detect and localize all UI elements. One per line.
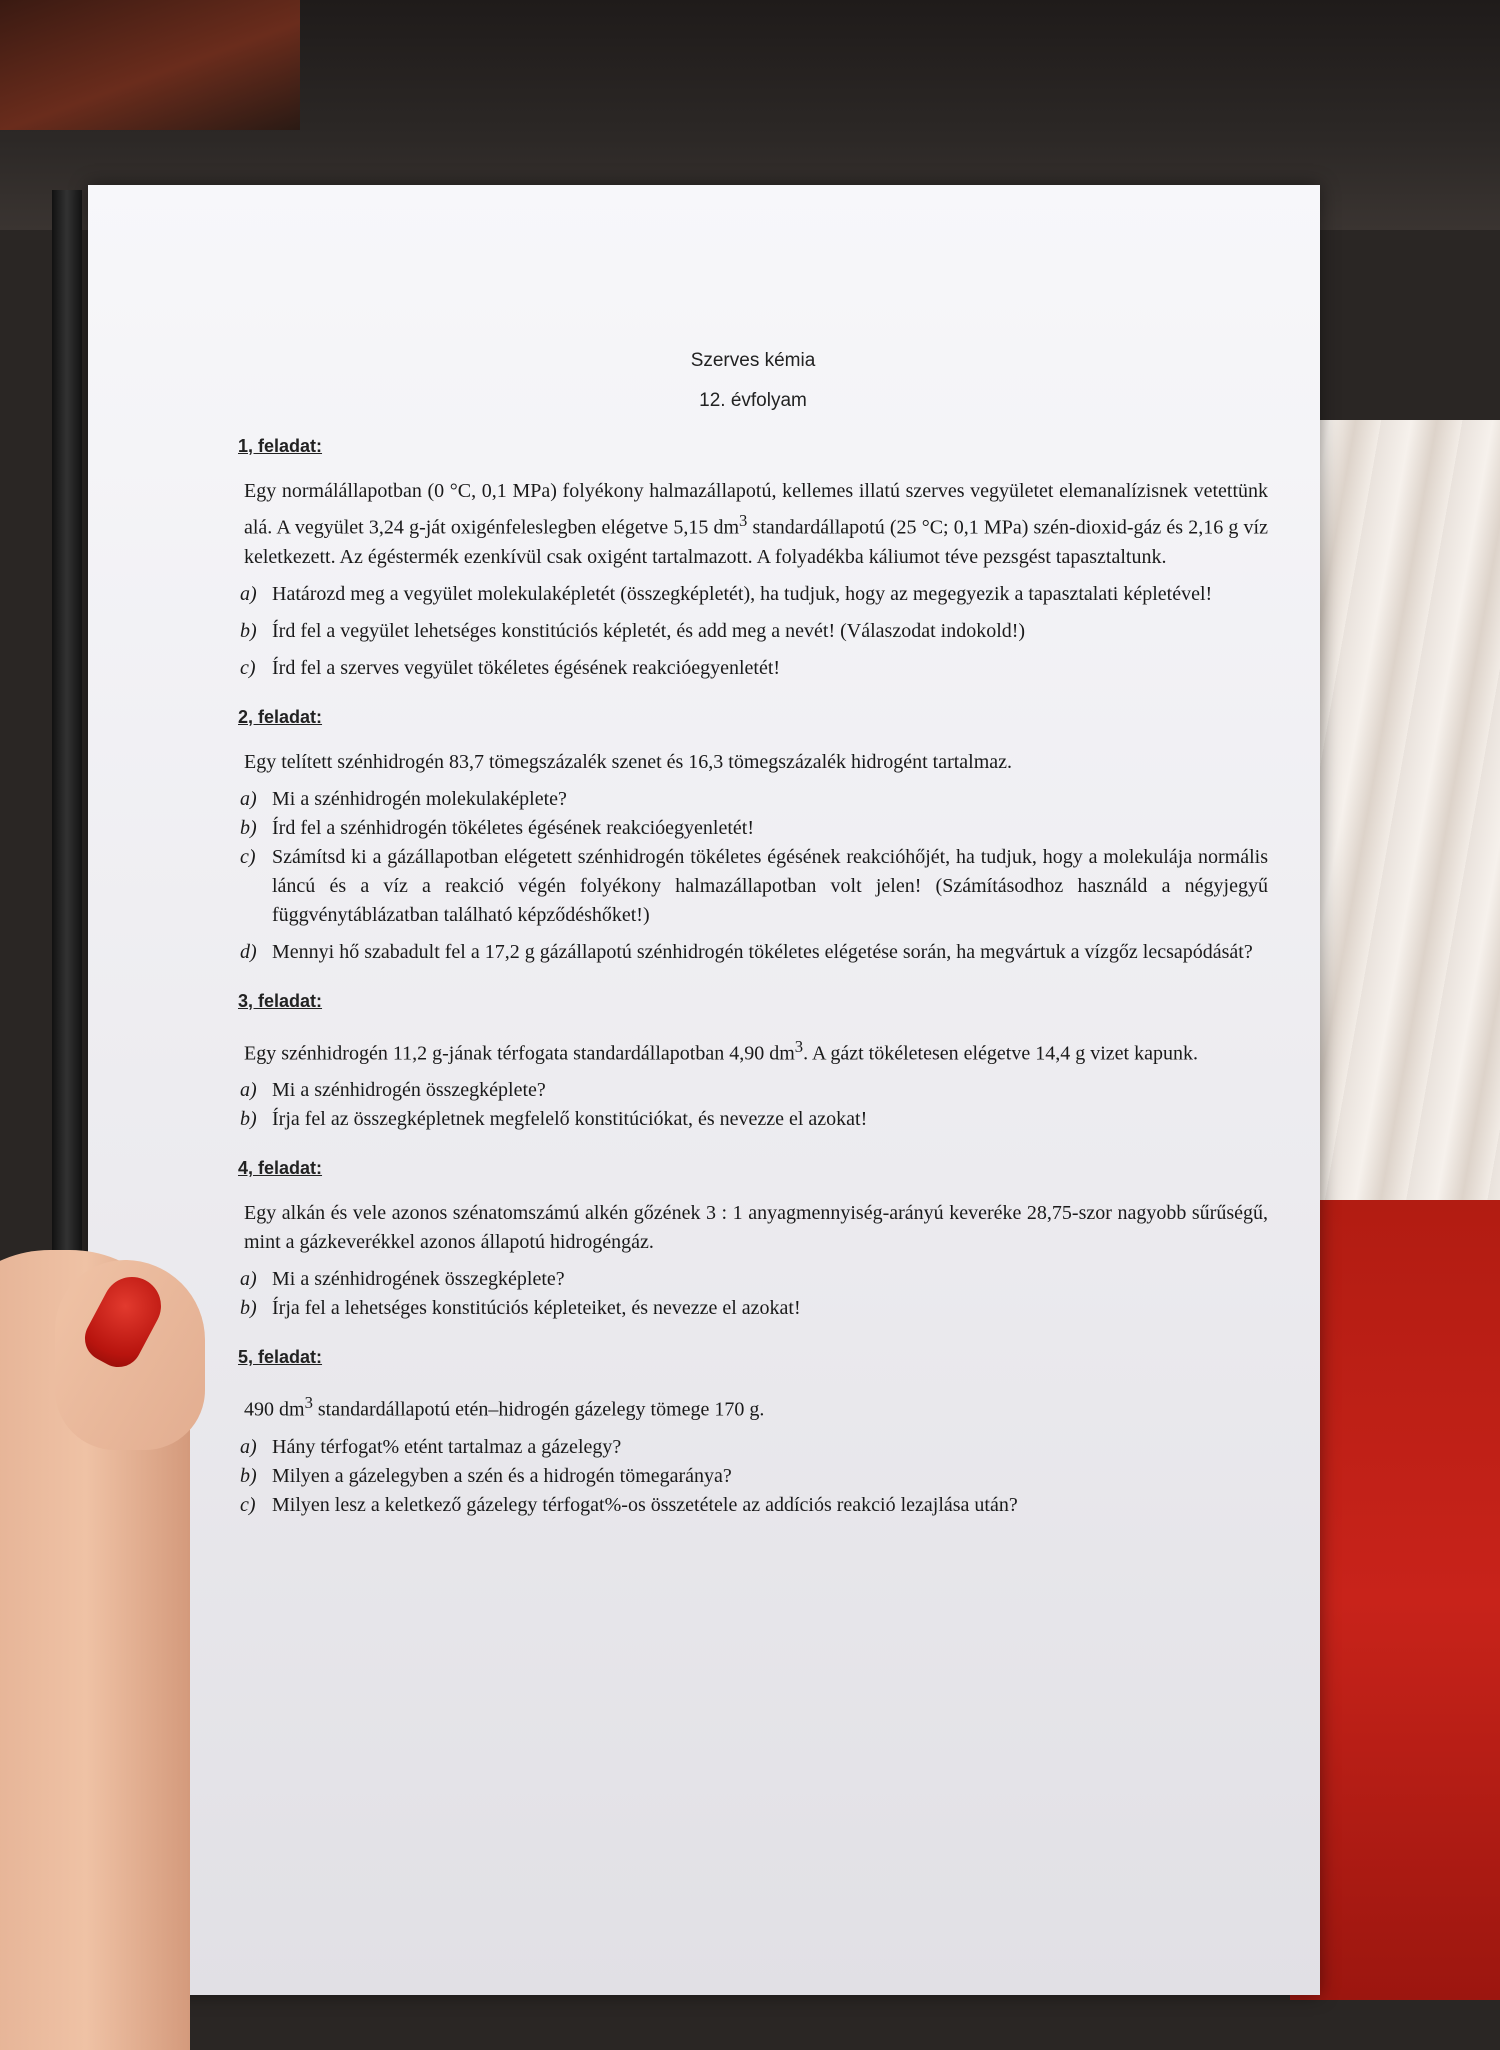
document-content [238, 350, 1268, 1520]
question-label: b) [240, 1108, 257, 1131]
task-intro-text: standardállapotú (25 °C; 0,1 MPa) szén-dioxid-gáz és 2,16 g víz keletkezett. Az égéstermék ezenkívül csak oxigént tartalmazott. A folyadékba káliumot téve pezsgést tapasztaltunk. [244, 516, 1268, 568]
question [238, 1462, 1268, 1491]
task-heading: 3, feladat: [238, 990, 323, 1011]
question-label: c) [240, 1493, 256, 1516]
task-5 [238, 1347, 1268, 1520]
question [238, 580, 1268, 609]
document-subtitle: 12. évfolyam [699, 390, 807, 411]
question-label: c) [240, 656, 256, 679]
task-heading: 5, feladat: [238, 1347, 323, 1368]
question [238, 1294, 1268, 1323]
task-heading: 1, feladat: [238, 436, 323, 456]
task-intro-text: Egy szénhidrogén 11,2 g-jának térfogata standardállapotban 4,90 dm [244, 1042, 795, 1065]
question [238, 1076, 1268, 1105]
question [238, 814, 1268, 843]
question-label: a) [240, 1268, 257, 1291]
task-intro-text: standardállapotú etén–hidrogén gázelegy tömege 170 g. [312, 1398, 765, 1421]
question-label: a) [240, 1435, 257, 1458]
task-3 [238, 991, 1268, 1135]
question-text: Milyen a gázelegyben a szén és a hidrogén tömegaránya? [272, 1464, 732, 1487]
question [238, 654, 1268, 683]
question-label: a) [240, 582, 257, 605]
task-1 [238, 436, 1268, 683]
question-text: Mi a szénhidrogének összegképlete? [272, 1268, 565, 1291]
question [238, 1433, 1268, 1462]
task-4 [238, 1158, 1268, 1323]
question-text: Számítsd ki a gázállapotban elégetett szénhidrogén tökéletes égésének reakcióhőjét, ha tudjuk, hogy a molekulája normális láncú és a víz a reakció végén folyékony halmazállapotban volt jelen! (Számításodhoz használd a négyjegyű függvénytáblázatban található képződéshőket!) [272, 845, 1268, 926]
task-intro-text: . A gázt tökéletesen elégetve 14,4 g vizet kapunk. [803, 1042, 1198, 1065]
question [238, 843, 1268, 930]
question-text: Milyen lesz a keletkező gázelegy térfogat%-os összetétele az addíciós reakció lezajlása után? [272, 1493, 1018, 1516]
question-text: Hány térfogat% etént tartalmaz a gázelegy? [272, 1435, 622, 1458]
question-text: Írja fel a lehetséges konstitúciós képleteiket, és nevezze el azokat! [272, 1297, 801, 1320]
question-text: Mi a szénhidrogén összegképlete? [272, 1079, 546, 1102]
question [238, 1491, 1268, 1520]
question-label: b) [240, 816, 257, 839]
question-label: a) [240, 787, 257, 810]
task-intro [244, 1388, 1268, 1425]
question-text: Határozd meg a vegyület molekulaképletét (összegképletét), ha tudjuk, hogy az megegyezik a tapasztalati képletével! [272, 582, 1213, 605]
superscript: 3 [304, 1393, 313, 1413]
background-red-cloth [1290, 1200, 1500, 2000]
task-intro: Egy telített szénhidrogén 83,7 tömegszázalék szenet és 16,3 tömegszázalék hidrogént tartalmaz. [244, 750, 1013, 773]
question-text: Írja fel az összegképletnek megfelelő konstitúciókat, és nevezze el azokat! [272, 1108, 868, 1131]
superscript: 3 [739, 511, 748, 530]
question-label: c) [240, 845, 256, 868]
question-label: b) [240, 1297, 257, 1320]
document-title: Szerves kémia [690, 350, 816, 371]
task-2 [238, 707, 1268, 967]
question-text: Írd fel a szénhidrogén tökéletes égésének reakcióegyenletét! [272, 816, 754, 839]
task-heading: 4, feladat: [238, 1158, 323, 1179]
question [238, 617, 1268, 646]
question [238, 785, 1268, 814]
question [238, 938, 1268, 967]
question-label: a) [240, 1079, 257, 1102]
background-book [0, 0, 300, 130]
task-heading: 2, feladat: [238, 706, 323, 727]
question-text: Mi a szénhidrogén molekulaképlete? [272, 787, 567, 810]
question [238, 1105, 1268, 1134]
question-text: Írd fel a szerves vegyület tökéletes égésének reakcióegyenletét! [272, 656, 781, 679]
question-text: Mennyi hő szabadult fel a 17,2 g gázállapotú szénhidrogén tökéletes elégetése során, ha megvártuk a vízgőz lecsapódását? [272, 940, 1253, 963]
question-label: b) [240, 1464, 257, 1487]
superscript: 3 [794, 1036, 804, 1056]
question-label: b) [240, 619, 257, 642]
task-intro-text: 490 dm [244, 1398, 305, 1421]
question [238, 1265, 1268, 1294]
task-intro [244, 1032, 1268, 1069]
question-label: d) [240, 940, 257, 963]
task-intro [244, 477, 1268, 572]
task-intro: Egy alkán és vele azonos szénatomszámú alkén gőzének 3 : 1 anyagmennyiség-arányú keveréke 28,75-szor nagyobb sűrűségű, mint a gázkeverékkel azonos állapotú hidrogéngáz. [244, 1202, 1268, 1254]
paper-sheet [88, 185, 1320, 1995]
task-intro-text: Egy normálállapotban (0 °C, 0,1 MPa) folyékony halmazállapotú, kellemes illatú szerves vegyületet elemanalízisnek vetettünk alá. A vegyület 3,24 g-ját oxigénfeleslegben elégetve 5,15 dm [244, 480, 1268, 539]
question-text: Írd fel a vegyület lehetséges konstitúciós képletét, és add meg a nevét! (Válaszodat indokold!) [272, 619, 1026, 642]
